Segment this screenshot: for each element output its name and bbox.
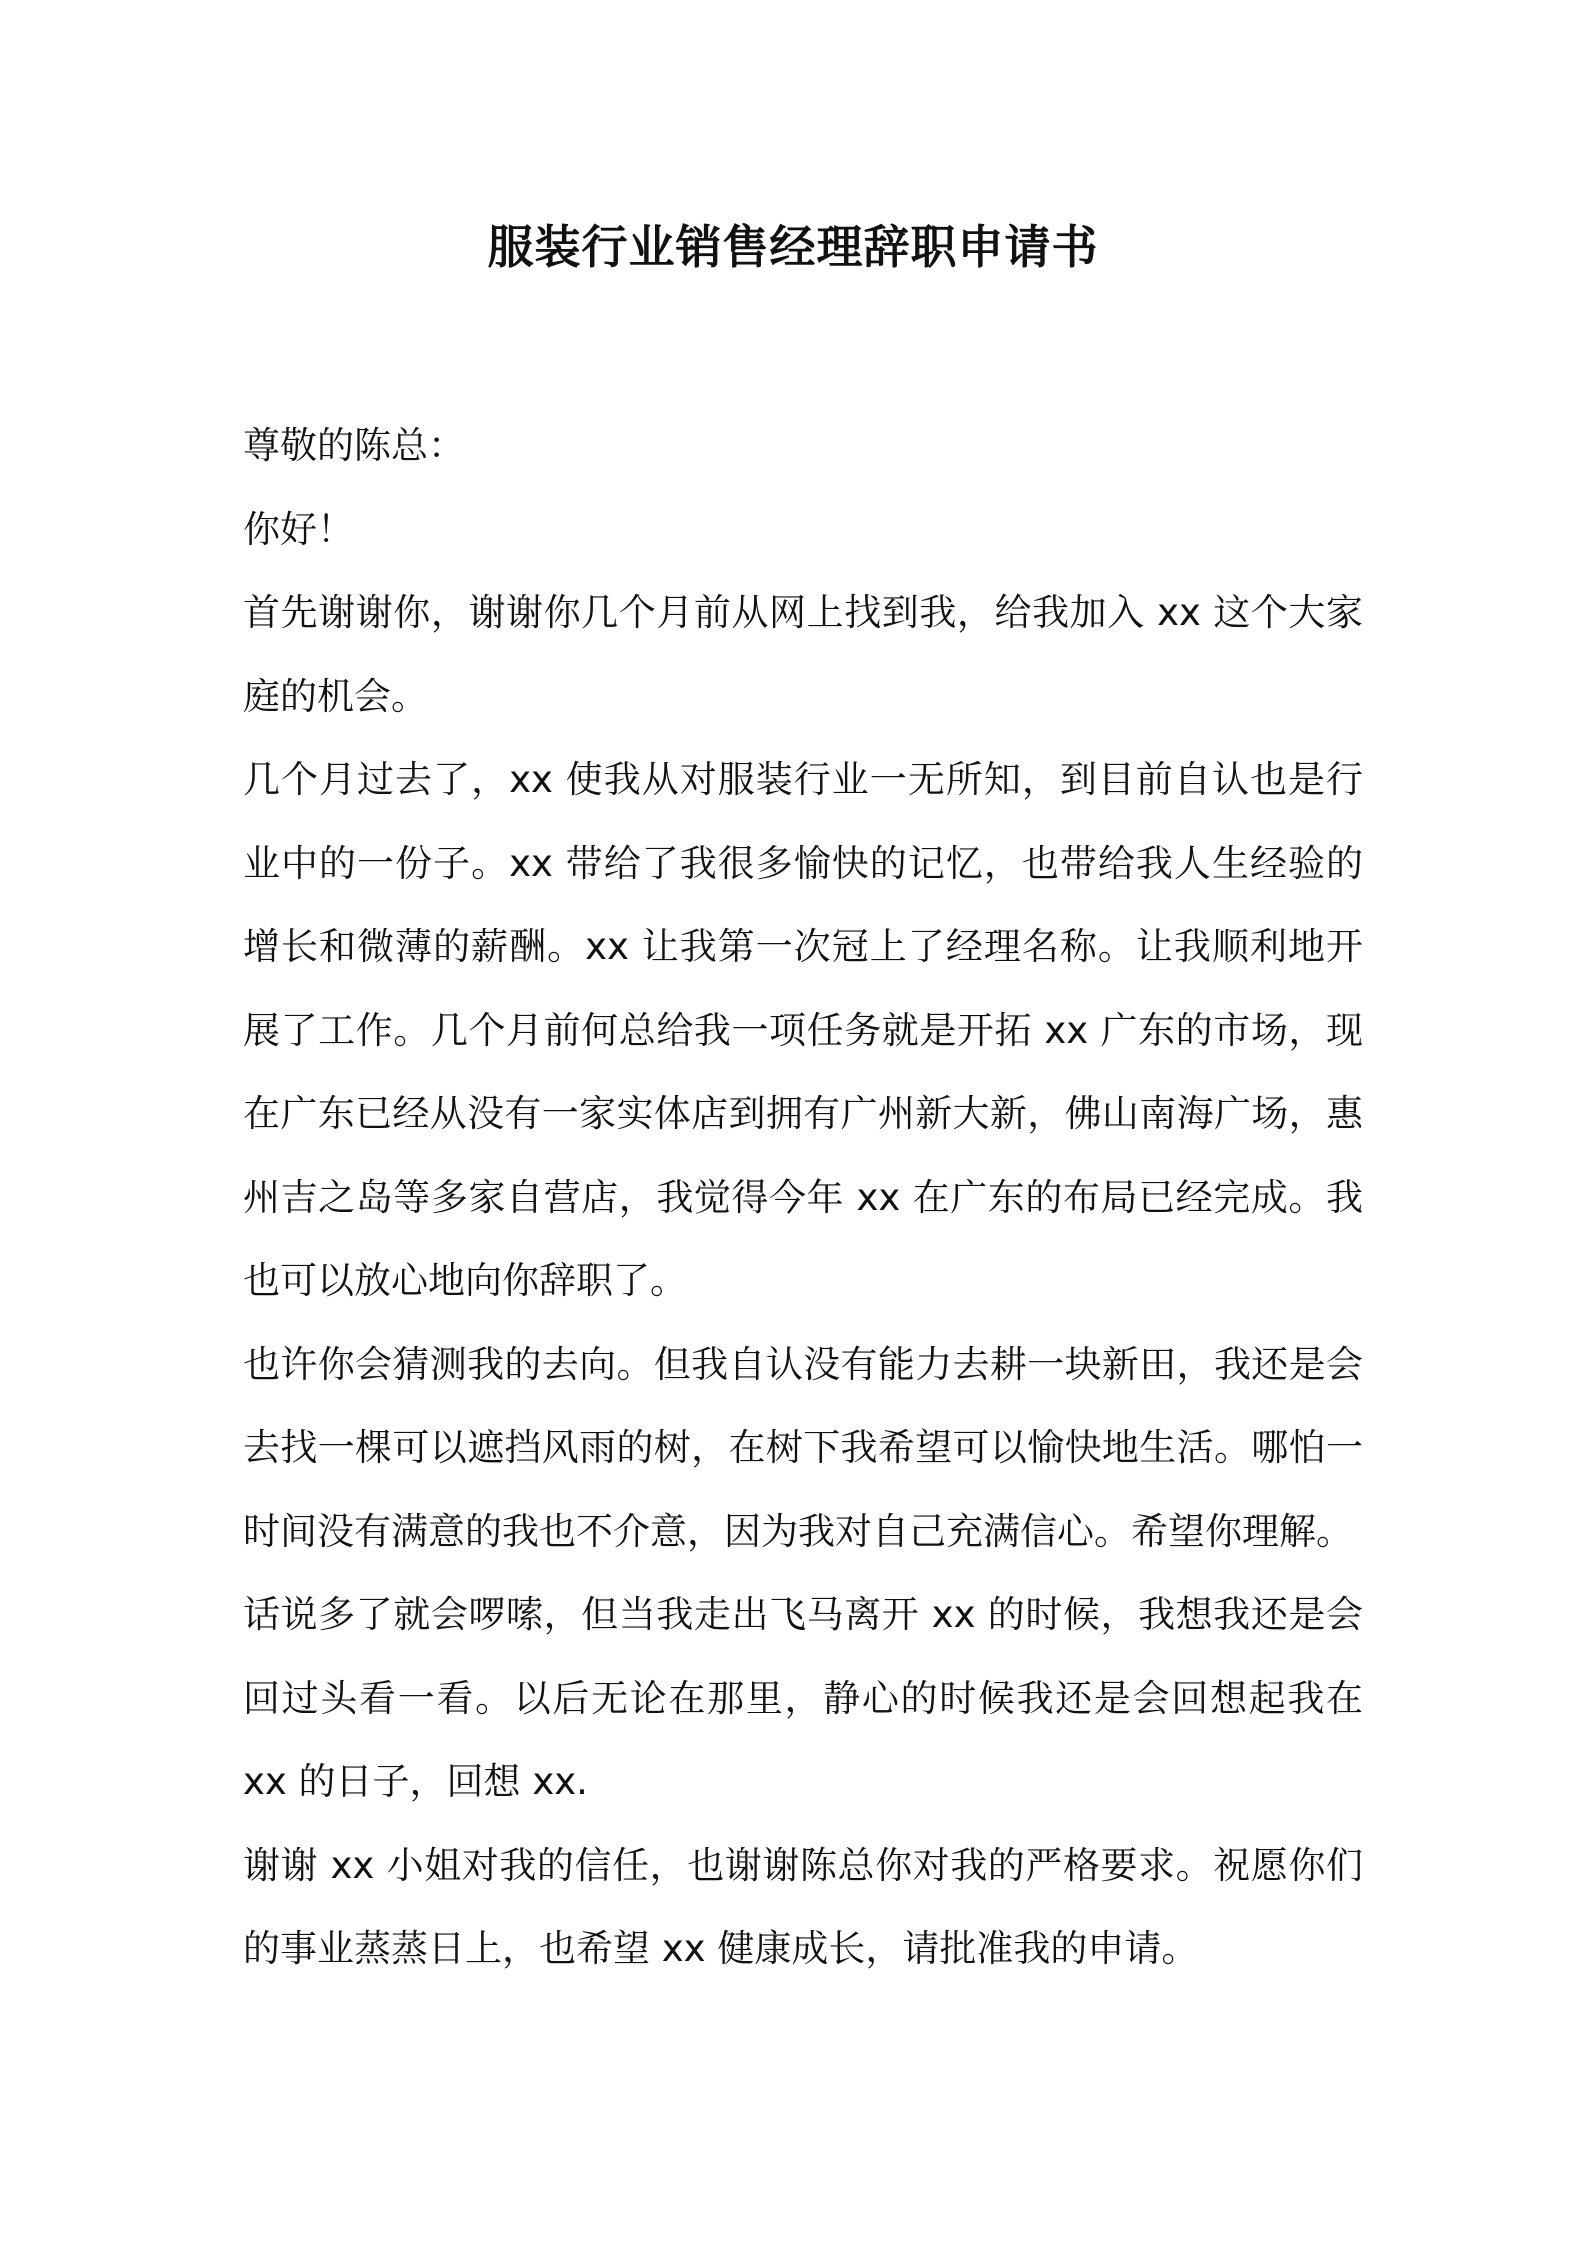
paragraph: 也许你会猜测我的去向。但我自认没有能力去耕一块新田，我还是会去找一棵可以遮挡风雨的树，在树下我希望可以愉快地生活。哪怕一时间没有满意的我也不介意，因为我对自己充满信心。希望你理解。 xyxy=(243,1342,1363,1553)
document-title: 服装行业销售经理辞职申请书 xyxy=(487,220,1099,274)
paragraph: 首先谢谢你，谢谢你几个月前从网上找到我，给我加入 xx 这个大家庭的机会。 xyxy=(243,591,1363,718)
paragraph: 几个月过去了，xx 使我从对服装行业一无所知，到目前自认也是行业中的一份子。xx 带给了我很多愉快的记忆，也带给我人生经验的增长和微薄的薪酬。xx 让我第一次冠上了经理名称。让我顺利地开展了工作。几个月前何总给我一项任务就是开拓 xx 广东的市场，现在广东已经从没有一家实体店到拥有广州新大新，佛山南海广场，惠州吉之岛等多家自营店，我觉得今年 xx 在广东的布局已经完成。我也可以放心地向你辞职了。 xyxy=(243,758,1363,1302)
document-body xyxy=(243,404,1363,1991)
greeting: 你好！ xyxy=(243,507,354,551)
paragraph: 话说多了就会啰嗦，但当我走出飞马离开 xx 的时候，我想我还是会回过头看一看。以后无论在那里，静心的时候我还是会回想起我在 xx 的日子，回想 xx. xyxy=(243,1593,1363,1803)
paragraph: 谢谢 xx 小姐对我的信任，也谢谢陈总你对我的严格要求。祝愿你们的事业蒸蒸日上，也希望 xx 健康成长，请批准我的申请。 xyxy=(243,1843,1363,1970)
salutation: 尊敬的陈总： xyxy=(243,424,465,467)
